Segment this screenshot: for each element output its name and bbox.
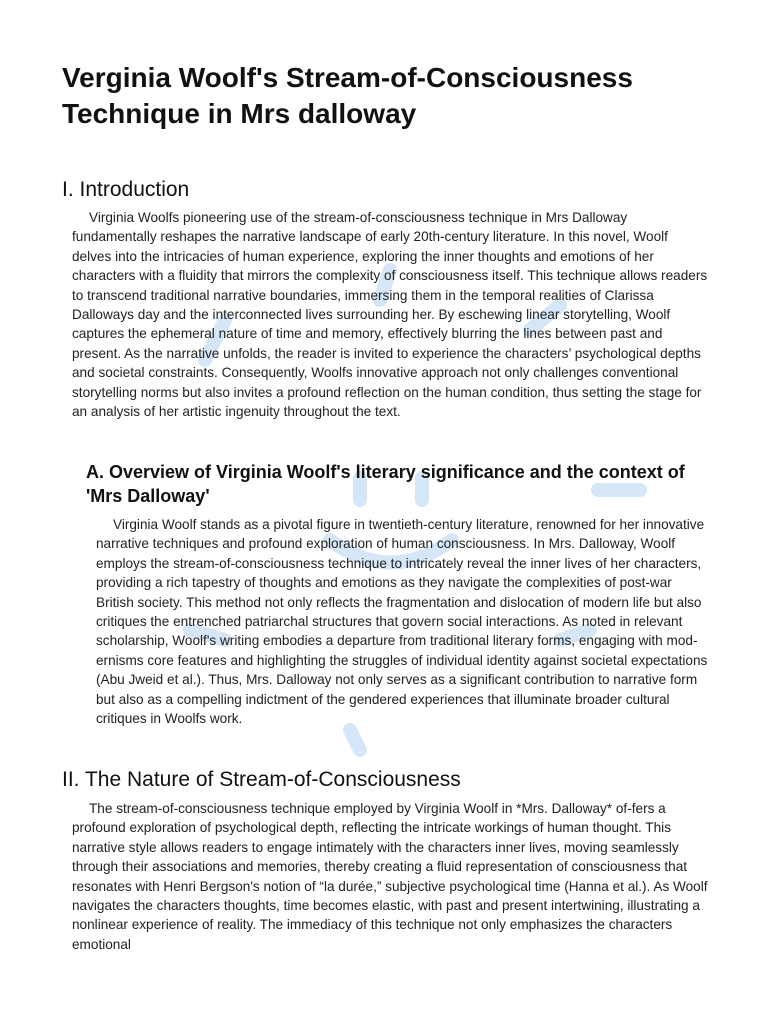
- section-heading-introduction: I. Introduction: [62, 178, 190, 201]
- introduction-paragraph: Virginia Woolfs pioneering use of the stream-of-consciousness technique in Mrs Dalloway fundamentally reshapes the narrative landscape of early 20th-century literature. In this novel, Woolf delves into the intricacies of human experience, exploring the inner thoughts and emotions of her characters with a fluidity that mirrors the complexity of consciousness itself. This technique allows readers to transcend traditional narrative boundaries, immersing them in the temporal realities of Clarissa Dalloways day and the interconnected lives surrounding her. By eschewing linear storytelling, Woolf captures the ephemeral nature of time and memory, effectively blurring the lines between past and present. As the narrative unfolds, the reader is invited to experience the characters’ psychological depths and societal constraints. Consequently, Woolfs innovative approach not only challenges conventional storytelling norms but also invites a profound reflection on the human condition, thus setting the stage for an analysis of her artistic ingenuity throughout the text.: [72, 210, 708, 420]
- subsection-heading-overview: A. Overview of Virginia Woolf's literary significance and the context of 'Mrs Dalloway': [86, 462, 685, 506]
- overview-paragraph: Virginia Woolf stands as a pivotal figure in twentieth-century literature, renowned for her innovative narrative techniques and profound exploration of human consciousness. In Mrs. Dalloway, Woolf employs the stream-of-consciousness technique to intricately reveal the inner lives of her characters, providing a rich tapestry of thoughts and emotions as they navigate the complexities of post-war British society. This method not only reflects the fragmentation and dislocation of modern life but also critiques the entrenched patriarchal structures that govern social interactions. As noted in relevant scholarship, Woolf's writing embodies a departure from traditional literary forms, engaging with mod-ernisms core features and highlighting the struggles of individual identity against societal expectations (Abu Jweid et al.). Thus, Mrs. Dalloway not only serves as a significant contribution to narrative form but also as a compelling indictment of the gendered experiences that illuminate broader cultural critiques in Woolfs work.: [96, 517, 708, 727]
- stream-of-consciousness-paragraph: The stream-of-consciousness technique employed by Virginia Woolf in *Mrs. Dalloway* of-fers a profound exploration of psychological depth, reflecting the intricate workings of human thought. This narrative style allows readers to engage intimately with the characters inner lives, moving seamlessly through their associations and memories, thereby creating a fluid representation of consciousness that resonates with Henri Bergson's notion of “la durée,” subjective psychological time (Hanna et al.). As Woolf navigates the characters thoughts, time becomes elastic, with past and present intertwining, illustrating a nonlinear experience of reality. The immediacy of this technique not only emphasizes the characters emotional: [72, 801, 708, 952]
- section-heading-stream-of-consciousness: II. The Nature of Stream-of-Consciousness: [62, 768, 461, 791]
- document-title: Verginia Woolf's Stream-of-Consciousness Technique in Mrs dalloway: [62, 62, 633, 129]
